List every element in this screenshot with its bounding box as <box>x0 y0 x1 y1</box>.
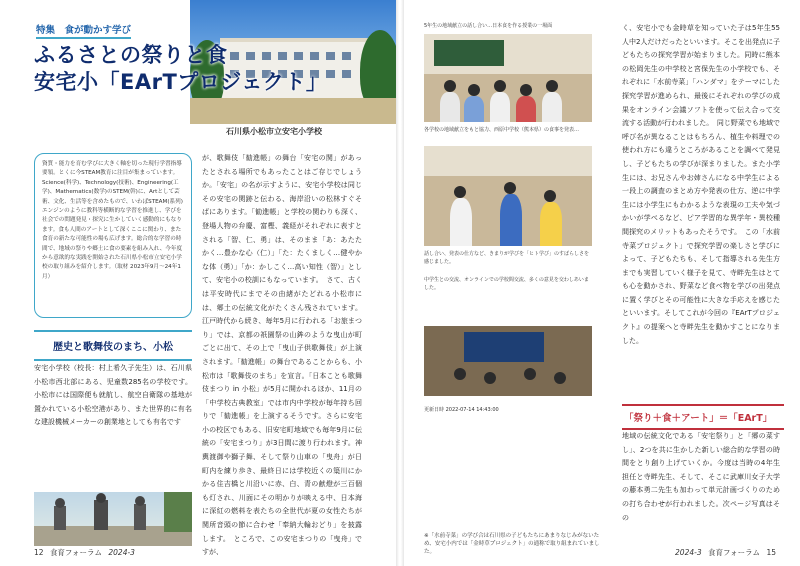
footnote: ※「水前寺菜」の学び合は石川県の子どもたちにあまりなじみがないため、安宅小内では「金時草プロジェクト」の通称で取り組まれていました。 <box>424 533 600 555</box>
photo-caption-4: 中学生との交流、オンラインでの学校間交流、多くの意見を交わしあいました。 <box>424 277 589 292</box>
right-footer <box>675 547 776 558</box>
column-1-text: 安宅小学校（校長：村上希久子先生）は、石川県小松市西北部にある、児童数285名の学校です。小松市には国際便も就航し、航空自衛隊の基地が置かれている小松空港があり、また世界的に有名な建設機械メーカーの創業地としても有名です <box>34 364 192 427</box>
page-number: 12 <box>34 548 44 557</box>
gutter <box>396 0 404 566</box>
classroom-photo-2 <box>424 146 592 246</box>
right-column-1-text: く、安宅小でも金時草を知っていた子は5年生55人中2人だけだったといいます。そこを出発点に子どもたちの探究学習が始まりました。同時に熊本の松岡先生の中学校と宮保先生の小学校でも、それぞれに「水前寺菜」「ハンダマ」をテーマにした探究学習が進められ、最後にそれぞれの学びの成果をオンライン会議ソフトを使って伝え合って交流する活動が行われました。 同じ野菜でも地域で呼び名が異なることはもちろん、植生や料理での使われ方にも違うところがあることを調べて発見し、子どもたちの学びが深まりました。また小学生には、お兄さんやお姉さんになる中学生による一段上の調査のまとめ方や発表の仕方、逆に中学生には小学生にもわかるような表現の工夫や気づかいが学べるなど、ピア学習的な異学年・異校種間探究のメリットもあったそうです。 この「水前寺菜プロジェクト」で探究学習の楽しさと学びによって、子どもたちも、そして指導される先生方までも実習していく様子を見て、寺畔先生はとても心を動かされ、野菜など食べ物を学びの出発点に置く学びとその可能性に大きな手応えを感じたといいます。そしてこれが今回の『EArTプロジェクト』の提案へと寺畔先生を動かすことになりました。 <box>622 24 780 345</box>
school-caption: 石川県小松市立安宅小学校 <box>226 127 322 136</box>
classroom-photo-3 <box>424 326 592 396</box>
magazine-name: 食育フォーラム <box>49 548 102 557</box>
page-number: 15 <box>766 548 776 557</box>
right-column-2-text: 地域の伝統文化である「安宅祭り」と「郷の菜すし」、2つを共に生かした新しい総合的な学習の時間をとり創り上げていくか。今度は当時の4年生担任と寺畔先生、そして、そこに武庫川女子大学の藤本勇二先生も加わって単元計画づくりのための打ち合わせが行われました。次ページ写真はその <box>622 432 780 522</box>
left-page <box>0 0 397 566</box>
issue: 2024-3 <box>108 548 135 557</box>
right-page <box>404 0 800 566</box>
photo-caption-1: 5年生の地域献立の話し合い…日本食を作る授業の一場面 <box>424 23 553 29</box>
title-line-1: ふるさとの祭りと食 <box>34 43 228 67</box>
section-heading: 歴史と歌舞伎のまち、小松 <box>34 330 192 361</box>
title-line-2: 安宅小「EArTプロジェクト」 <box>34 70 328 94</box>
right-section-heading: 「祭り＋食＋アート」＝「EArT」 <box>622 404 784 430</box>
monument-photo <box>34 492 192 546</box>
photo-caption-5: 更新日時 2022-07-14 14:43:00 <box>424 407 499 413</box>
article-title <box>34 42 327 96</box>
photo-caption-3: 話し合い、発表の仕方など、きまりが学びを「ヒト学び」のすばらしさを感じました。 <box>424 251 590 266</box>
feature-tag: 特集 食が動かす学び <box>36 22 131 39</box>
column-2-text: が、歌舞伎「勧進帳」の舞台「安宅の関」があったとされる場所でもあったことはご存じでしょうか。「安宅」の名が示すように、安宅小学校は同じその安宅の関跡と伝わる、海岸沿いの松林すぐそばにあります。「勧進帳」と学校の関わりも深く、登場人物の弁慶、富樫、義経がそれぞれに表すとされる「智、仁、勇」は、そのまま「あ：あたたかく…豊かな心（仁）」「た：たくましく…健やかな体（勇）」「か：かしこく…高い知性（智）」として、安宅小の校訓にもなっています。 さて、古くは平安時代にまでその由緒がたどれる小松市には、郷土の伝統文化がたくさん残されています。江戸時代から続き、毎年5月に行われる「お旅まつり」では、京都の祇園祭の山鉾のような曳山が町ごとに出て、その上で「曳山子供歌舞伎」が上演されます。「勧進帳」の舞台であることからも、小松市は「歌舞伎のまち」を宣言。「日本ことも歌舞伎まつり in 小松」が5月に開かれるほか、11月の「中学校古典教室」では市内中学校が毎年持ち回りで「勧進帳」を上演するそうです。さらに安宅小の校区でもある、旧安宅町地域でも毎年9月に伝統の「安宅まつり」が3日間に渡り行われます。神輿渡御や獅子舞、そして祭り山車の「曳舟」が日町内を練り歩き、最終日には学校近くの簗川にかかる住吉橋と川沿いに赤、白、青の献燈が三百個も灯され、川面にその明かりが映える中、日本海に深紅の燃料を表たちの全世代が夏の女性たちが関所音頭の節に合わせ「奉納大輪おどり」を披露します。 ところで、この安宅まつりの「曳舟」ですが、 <box>202 154 362 556</box>
issue: 2024-3 <box>675 548 702 557</box>
magazine-name: 食育フォーラム <box>708 548 761 557</box>
classroom-photo-1 <box>424 34 592 122</box>
left-footer <box>34 547 135 558</box>
photo-caption-2: 各学校の地域献立をもと協力、西原中学校（熊本県）の食事を発表… <box>424 127 580 133</box>
intro-box: 資質・能力を育む学びに大きく軸を切った現行学習指導要領。とくに今STEAM教育に注目が集まっています。Science(科学)、Technology(技術)、Engineering(工学)、Mathematics(数学)のSTEM(幹)に、Artとして芸術、文化、生活等を含めたもので、いわばSTEAM(系列)エンジンのように教科等横断的な学習を推進し、学びを社会での問題発見・探究に生かしていく感動的にもなります。食も人間のアートとして深くここに関わり、また食育の新たな可能性の場も広げます。総合的な学習の時間で、地域の祭りや郷土に食の要素を組み入れ、今年度から意欲的な実践を開始された石川県小松市立安宅小学校の取り組みを紹介します。（取材 2023年9月〜24年1月） <box>34 153 192 318</box>
